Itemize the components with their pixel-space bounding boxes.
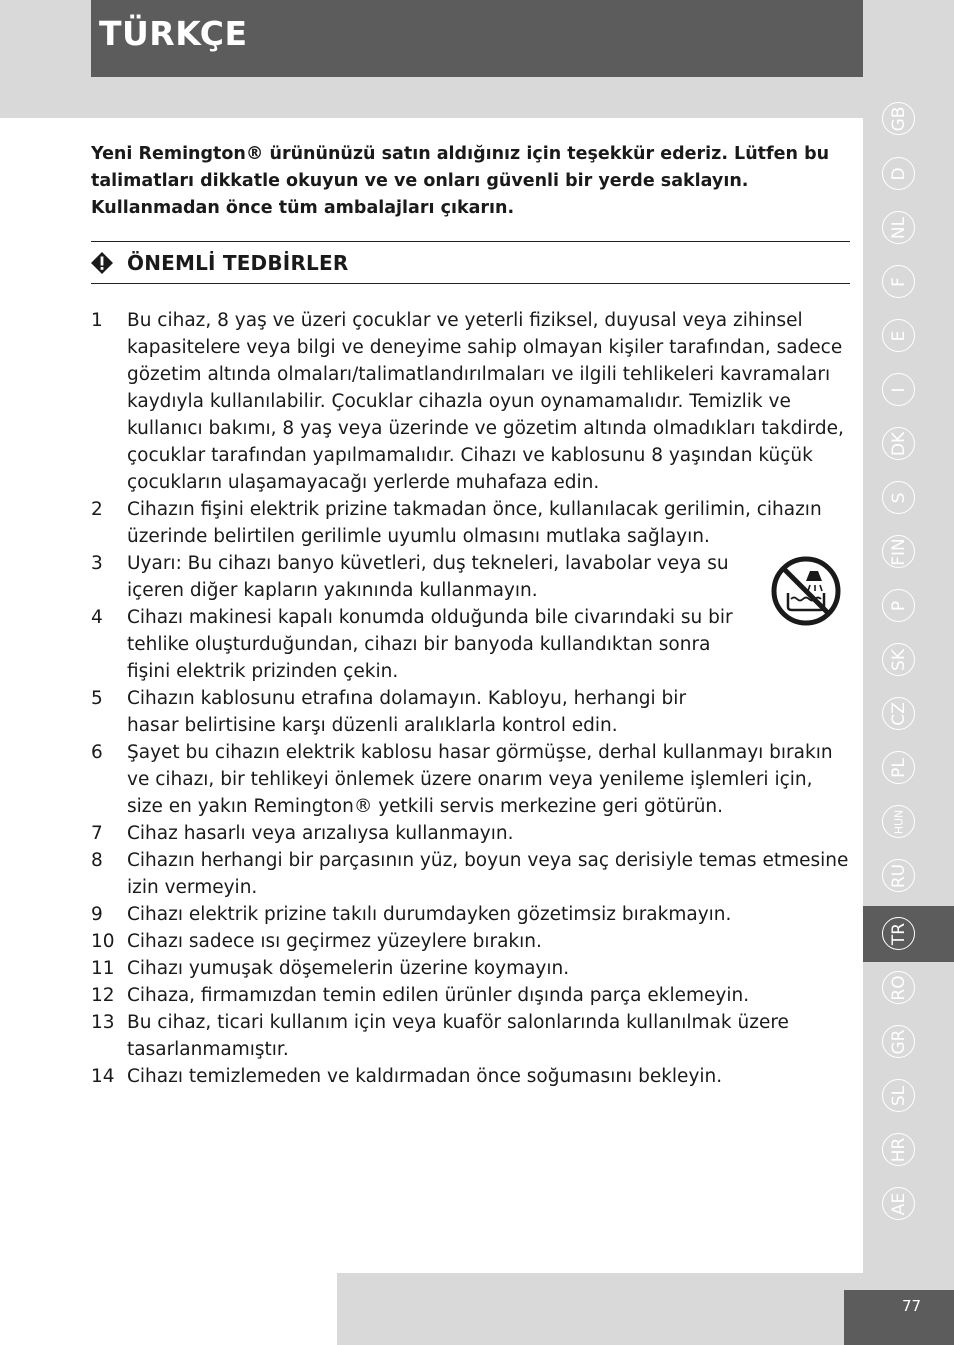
item-text: Cihaza, firmamızdan temin edilen ürünler dışında parça eklemeyin. [127,985,750,1006]
language-tab-ro[interactable]: RO [882,971,915,1004]
list-item [91,496,853,550]
language-tab-d[interactable]: D [882,157,915,190]
item-number: 7 [91,823,103,844]
language-tab-i[interactable]: I [882,373,915,406]
list-item [91,550,853,604]
language-tab-f[interactable]: F [882,265,915,298]
precautions-list [91,307,853,1090]
item-number: 10 [91,931,115,952]
item-text: Cihazın herhangi bir parçasının yüz, boyun veya saç derisiyle temas etmesine izin vermeyin. [127,850,849,898]
page-title: TÜRKÇE [99,14,248,53]
language-sidebar [863,90,954,1230]
language-tab-p[interactable]: P [882,589,915,622]
language-tab-nl[interactable]: NL [882,211,915,244]
language-tab-pl[interactable]: PL [882,751,915,784]
item-number: 2 [91,499,103,520]
item-text: Cihazı sadece ısı geçirmez yüzeylere bırakın. [127,931,542,952]
warning-icon [91,252,113,274]
page-bottom-background [0,1273,337,1345]
page-number-box [844,1290,954,1345]
item-number: 5 [91,688,103,709]
item-text: Bu cihaz, 8 yaş ve üzeri çocuklar ve yeterli fiziksel, duyusal veya zihinsel kapasitelere veya bilgi ve deneyime sahip olmayan kişiler tarafından, sadece gözetim altında olmaları/talimatlandırılmaları ve ilgili tehlikeleri kavramaları kaydıyla kullanılabilir. Çocuklar cihazla oyun oynamamalıdır. Temizlik ve kullanıcı bakımı, 8 yaş veya üzerinde ve gözetim altında olmadıkları takdirde, çocuklar tarafından yapılmamalıdır. Cihazı ve kablosunu 8 yaşından küçük çocukların ulaşamayacağı yerlerde muhafaza edin. [127,310,844,493]
item-text: Bu cihaz, ticari kullanım için veya kuaför salonlarında kullanılmak üzere tasarlanmamıştır. [127,1012,789,1060]
language-tab-tr[interactable]: TR [882,917,915,950]
page-number: 77 [902,1297,922,1315]
section-header [91,241,850,284]
language-tab-hr[interactable]: HR [882,1133,915,1166]
list-item [91,307,853,496]
language-tab-sl[interactable]: SL [882,1079,915,1112]
language-tab-ru[interactable]: RU [882,859,915,892]
language-tab-gb[interactable]: GB [882,102,915,135]
item-number: 6 [91,742,103,763]
language-tab-gr[interactable]: GR [882,1025,915,1058]
list-item [91,928,853,955]
language-tab-fin[interactable]: FIN [882,535,915,568]
list-item [91,1063,853,1090]
item-text: Cihazın kablosunu etrafına dolamayın. Kabloyu, herhangi bir hasar belirtisine karşı düzenli aralıklarla kontrol edin. [127,688,687,736]
section-title: ÖNEMLİ TEDBİRLER [127,251,349,275]
language-tab-s[interactable]: S [882,481,915,514]
item-text: Cihaz hasarlı veya arızalıysa kullanmayın. [127,823,514,844]
item-number: 1 [91,310,103,331]
list-item [91,982,853,1009]
item-text: Şayet bu cihazın elektrik kablosu hasar görmüşse, derhal kullanmayı bırakın ve cihazı, bir tehlikeyi önlemek üzere onarım veya yenileme işlemleri için, size en yakın Remington® yetkili servis merkezine geri götürün. [127,742,833,817]
item-text: Cihazı elektrik prizine takılı durumdayken gözetimsiz bırakmayın. [127,904,732,925]
item-number: 9 [91,904,103,925]
item-number: 11 [91,958,115,979]
language-tab-cz[interactable]: CZ [882,697,915,730]
list-item [91,955,853,982]
language-tab-hun[interactable]: HUN [882,805,915,838]
item-text: Cihazı makinesi kapalı konumda olduğunda bile civarındaki su bir tehlike oluşturduğundan, cihazı bir banyoda kullandıktan sonra fişini elektrik prizinden çekin. [127,607,733,682]
list-item [91,685,853,739]
list-item [91,739,853,820]
item-number: 14 [91,1066,115,1087]
language-tab-ae[interactable]: AE [882,1187,915,1220]
item-number: 12 [91,985,115,1006]
intro-text: Yeni Remington® ürününüzü satın aldığınız için teşekkür ederiz. Lütfen bu talimatları dikkatle okuyun ve ve onları güvenli bir yerde saklayın. Kullanmadan önce tüm ambalajları çıkarın. [91,144,830,218]
item-number: 4 [91,607,103,628]
item-number: 8 [91,850,103,871]
language-tab-e[interactable]: E [882,319,915,352]
item-text: Cihazın fişini elektrik prizine takmadan önce, kullanılacak gerilimin, cihazın üzerinde belirtilen gerilimle uyumlu olmasını mutlaka sağlayın. [127,499,822,547]
item-number: 3 [91,553,103,574]
list-item [91,847,853,901]
item-text: Cihazı yumuşak döşemelerin üzerine koymayın. [127,958,570,979]
item-text: Uyarı: Bu cihazı banyo küvetleri, duş tekneleri, lavabolar veya su içeren diğer kapların yakınında kullanmayın. [127,553,729,601]
list-item [91,604,853,685]
list-item [91,901,853,928]
list-item [91,820,853,847]
item-number: 13 [91,1012,115,1033]
header-bar [91,0,863,77]
language-tab-sk[interactable]: SK [882,643,915,676]
no-bath-icon [770,555,842,627]
item-text: Cihazı temizlemeden ve kaldırmadan önce soğumasını bekleyin. [127,1066,723,1087]
list-item [91,1009,853,1063]
language-tab-dk[interactable]: DK [882,427,915,460]
